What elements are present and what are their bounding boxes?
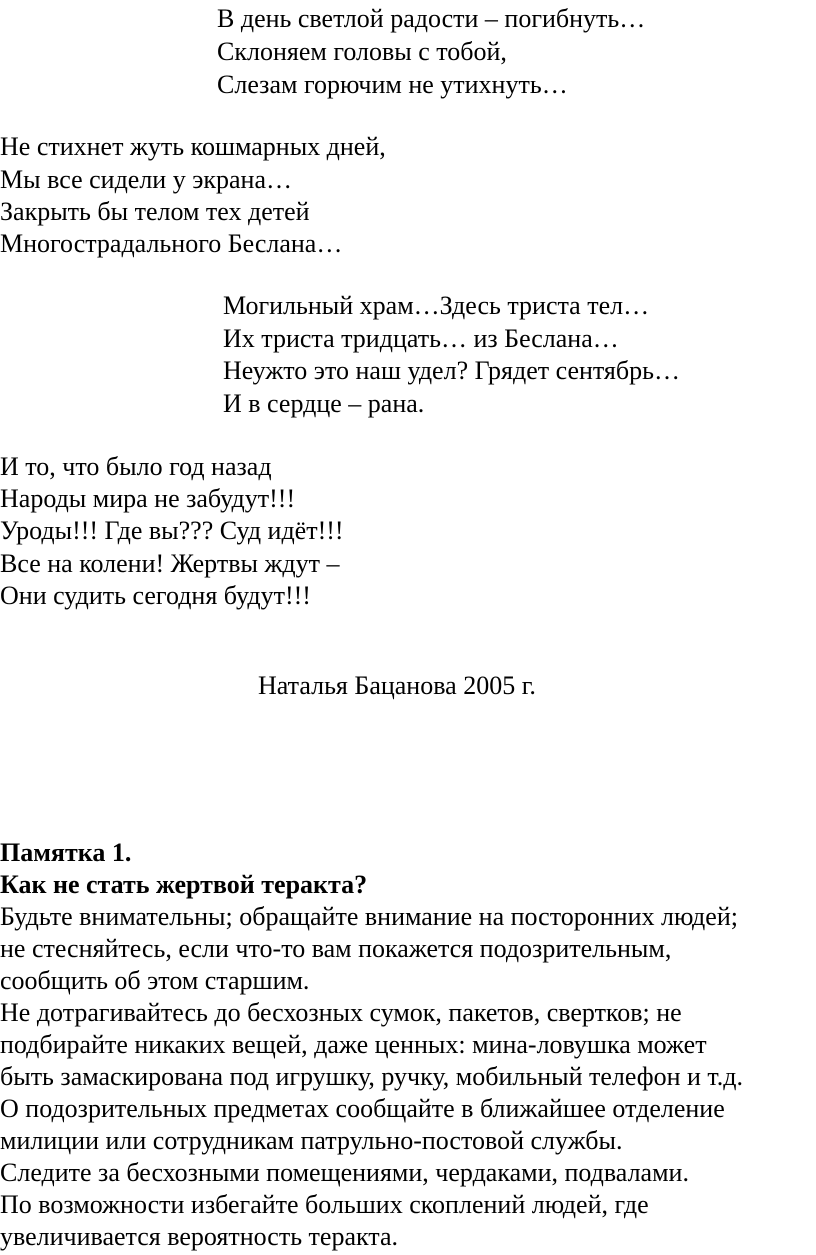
poem-line: Слезам горючим не утихнуть…	[217, 70, 568, 99]
poem-line: Многострадального Беслана…	[0, 229, 343, 258]
memo-line: Будьте внимательны; обращайте внимание на посторонних людей;	[0, 902, 738, 931]
poem-line: Склоняем головы с тобой,	[217, 37, 507, 66]
poem-line: И то, что было год назад	[0, 452, 272, 481]
memo-line: не стесняйтесь, если что-то вам покажется подозрительным,	[0, 934, 672, 963]
memo-line: По возможности избегайте больших скоплений людей, где	[0, 1190, 649, 1219]
poem-line: Закрыть бы телом тех детей	[0, 197, 310, 226]
poem-line: Мы все сидели у экрана…	[0, 165, 293, 194]
memo-line: Не дотрагивайтесь до бесхозных сумок, пакетов, свертков; не	[0, 998, 682, 1027]
poem-line: Народы мира не забудут!!!	[0, 484, 296, 513]
memo-line: О подозрительных предметах сообщайте в ближайшее отделение	[0, 1094, 725, 1123]
poem-line: Все на колени! Жертвы ждут –	[0, 549, 340, 578]
memo-line: сообщить об этом старшим.	[0, 966, 310, 995]
poem-author: Наталья Бацанова 2005 г.	[258, 671, 536, 700]
poem-line: Уроды!!! Где вы??? Суд идёт!!!	[0, 516, 344, 545]
memo-line: увеличивается вероятность теракта.	[0, 1222, 398, 1251]
poem-line: Не стихнет жуть кошмарных дней,	[0, 132, 386, 161]
memo-line: Следите за бесхозными помещениями, чердаками, подвалами.	[0, 1158, 689, 1187]
memo-heading: Памятка 1.	[0, 838, 132, 867]
memo-line: быть замаскирована под игрушку, ручку, мобильный телефон и т.д.	[0, 1062, 744, 1091]
memo-subheading: Как не стать жертвой теракта?	[0, 870, 368, 899]
memo-line: милиции или сотрудникам патрульно-постовой службы.	[0, 1126, 623, 1155]
poem-line: Их триста тридцать… из Беслана…	[223, 324, 619, 353]
poem-line: Неужто это наш удел? Грядет сентябрь…	[223, 356, 680, 385]
poem-line: В день светлой радости – погибнуть…	[217, 4, 646, 33]
poem-line: И в сердце – рана.	[223, 389, 425, 418]
poem-line: Они судить сегодня будут!!!	[0, 581, 311, 610]
poem-line: Могильный храм…Здесь триста тел…	[223, 291, 650, 320]
memo-line: подбирайте никаких вещей, даже ценных: мина-ловушка может	[0, 1030, 707, 1059]
